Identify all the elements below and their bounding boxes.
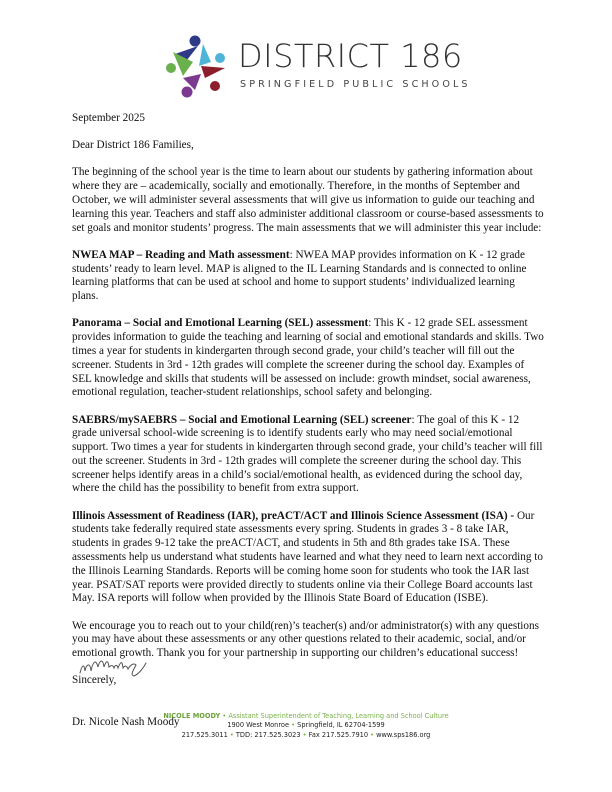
section-text: This K - 12 grade SEL assessment provides information to guide the teaching and learning of social and emotional standards and skills. Two times a year for students in kindergarten through second grade, your child’s teacher will fill out the screener. Students in 3rd - 12th grades will complete the screener during the school day. Examples of SEL knowledge and skills that students will be assessed on include: growth mindset, social awareness, emotional regulation, teacher-student relationships, school safety and belonging.: [72, 317, 544, 399]
intro-paragraph: The beginning of the school year is the time to learn about our students by gathering information about where they are – academically, socially and emotionally. Therefore, in the months of September and October, we will administer several assessments that will give us information to guide our teaching and learning this year. Teachers and staff also administer additional classroom or course-based assessments to set goals and monitor students’ progress. The main assessments that we will administer this year include:: [72, 166, 544, 234]
section-text: Our students take federally required state assessments every spring. Students in grades 3 - 8 take IAR, students in grades 9-12 take the preACT/ACT, and students in 5th and 8th grades take ISA. These assessments help us understand what students have learned and what they need to learn next according to the Illinois Learning Standards. Reports will be coming home soon for students who took the IAR last year. PSAT/SAT reports were provided directly to students online via their College Board accounts last May. ISA reports will follow when provided by the Illinois State Board of Education (ISBE).: [72, 509, 543, 605]
footer-name: NICOLE MOODY: [163, 712, 221, 720]
letter-body: [72, 112, 544, 743]
handwritten-signature-icon: [76, 653, 156, 681]
section-saebrs: SAEBRS/mySAEBRS – Social and Emotional Learning (SEL) screener: The goal of this K - 12 grade universal school-wide screening is to identify students early who may need social/emotional support. Two times a year for students in kindergarten through second grade, your child’s teacher will fill out the screener. Students in 3rd - 12th grades will complete the screener during the school day. This screener helps identify areas in a child’s social/emotional health, as evidenced during the school day, where the child has the possibility to benefit from extra support.: [72, 413, 543, 495]
footer-line-3: [0, 731, 612, 740]
valediction: Sincerely,: [72, 674, 117, 687]
footer-fax: Fax 217.525.7910: [308, 730, 369, 739]
district-subtitle: SPRINGFIELD PUBLIC SCHOOLS: [240, 79, 471, 90]
bullet-icon: •: [370, 730, 375, 739]
district-title: DISTRICT 186: [238, 37, 463, 75]
district-logo-icon: [165, 32, 231, 98]
bullet-icon: •: [302, 730, 307, 739]
footer-city: Springfield, IL 62704-1599: [297, 721, 385, 730]
footer-line-1: [0, 712, 612, 721]
signer-name: Dr. Nicole Nash Moody: [72, 716, 180, 729]
section-nwea-map: NWEA MAP – Reading and Math assessment: NWEA MAP provides information on K - 12 grade students’ ready to learn level. MAP is aligned to the IL Learning Standards and is connected to online learning platforms that can be used at school and home to support students’ individualized learning plans.: [72, 248, 527, 303]
section-state-assessments: [72, 510, 544, 607]
footer-line-2: [0, 721, 612, 730]
footer-tdd: TDD: 217.525.3023: [235, 730, 301, 739]
letter-salutation: Dear District 186 Families,: [72, 139, 194, 152]
footer-role: Assistant Superintendent of Teaching, Learning and School Culture: [228, 712, 449, 720]
section-text: The goal of this K - 12 grade universal school-wide screening is to identify students early who may need social/emotional support. Two times a year for students in kindergarten through second grade, your child’s teacher will fill out the screener. Students in 3rd - 12th grades will complete the screener during the school day. This screener helps identify areas in a child’s social/emotional health, as evidenced during the school day, where the child has the possibility to benefit from extra support.: [72, 413, 543, 495]
bullet-icon: •: [291, 721, 296, 730]
letterhead-footer: [0, 712, 612, 740]
footer-phone: 217.525.3011: [181, 730, 228, 739]
footer-street: 1900 West Monroe: [227, 721, 290, 730]
section-title: Illinois Assessment of Readiness (IAR), preACT/ACT and Illinois Science Assessment (ISA) -: [72, 509, 515, 522]
district-logo: [165, 30, 471, 105]
footer-website-link[interactable]: www.sps186.org: [376, 730, 431, 739]
section-text: NWEA MAP provides information on K - 12 grade students’ ready to learn level. MAP is aligned to the IL Learning Standards and is connected to online learning platforms that can be used at school and home to support students’ individualized learning plans.: [72, 248, 527, 303]
section-title: SAEBRS/mySAEBRS – Social and Emotional Learning (SEL) screener: [72, 413, 412, 426]
bullet-icon: •: [229, 730, 234, 739]
letter-date: September 2025: [72, 112, 146, 124]
section-title: NWEA MAP – Reading and Math assessment: [72, 248, 290, 261]
section-title: Panorama – Social and Emotional Learning (SEL) assessment: [72, 317, 369, 330]
section-panorama: Panorama – Social and Emotional Learning (SEL) assessment: This K - 12 grade SEL assessment provides information to guide the teaching and learning of social and emotional standards and skills. Two times a year for students in kindergarten through second grade, your child’s teacher will fill out the screener. Students in 3rd - 12th grades will complete the screener during the school day. Examples of SEL knowledge and skills that students will be assessed on include: growth mindset, social awareness, emotional regulation, teacher-student relationships, school safety and belonging.: [72, 317, 544, 399]
bullet-icon: •: [222, 712, 227, 720]
closing-paragraph: We encourage you to reach out to your child(ren)’s teacher(s) and/or administrator(s) with any questions you may have about these assessments or any other questions related to their academic, social, and/or emotional growth. Thank you for your partnership in supporting our children’s educational success!: [72, 619, 539, 660]
